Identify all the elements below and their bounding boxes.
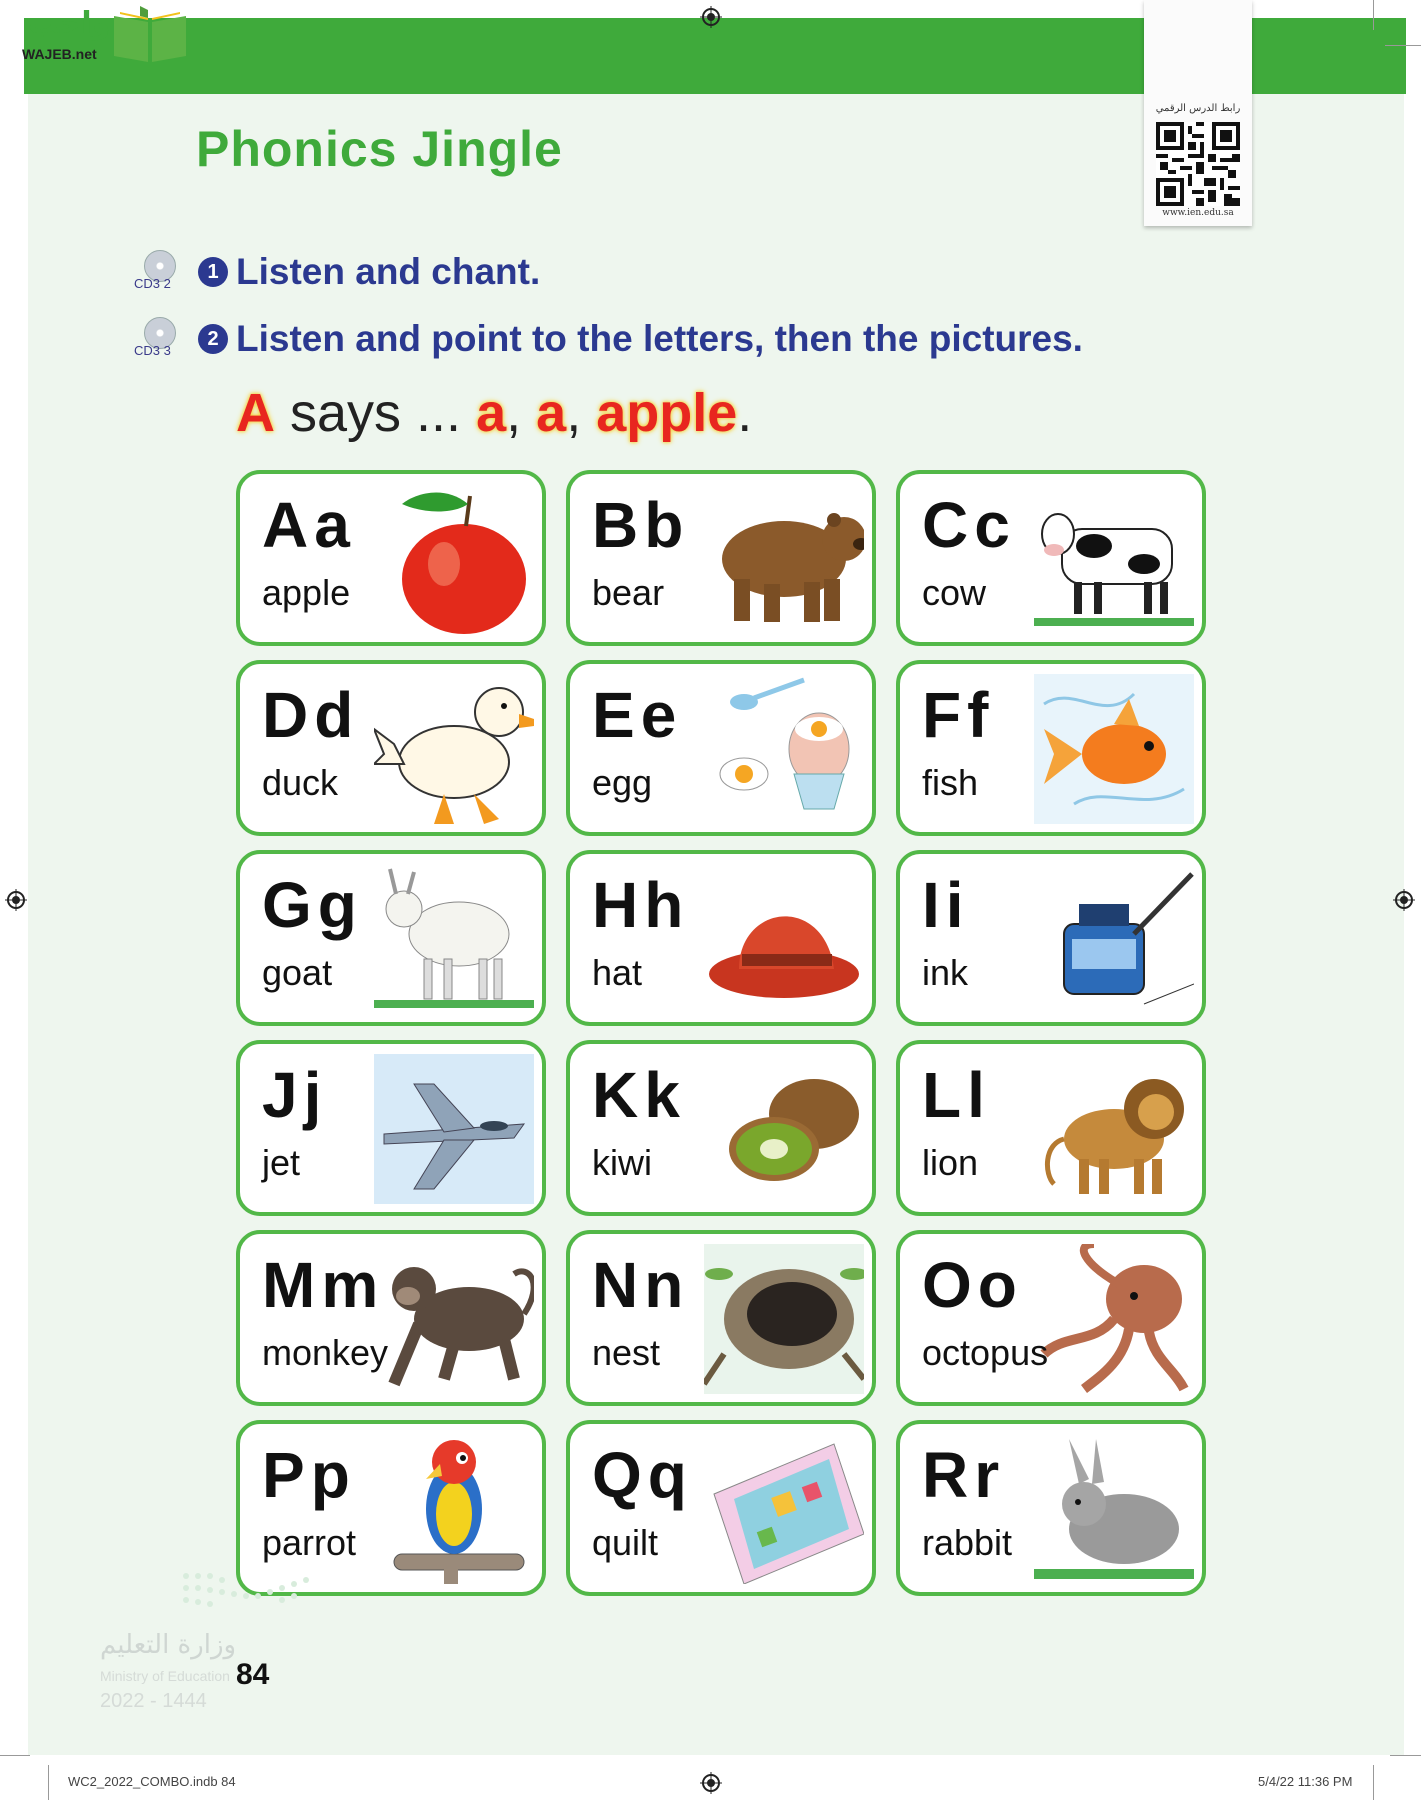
- chant-sound-2: a: [536, 383, 567, 443]
- cd-icon[interactable]: [134, 250, 186, 294]
- instruction-number: 2: [198, 324, 228, 354]
- rabbit-icon[interactable]: [1034, 1434, 1194, 1584]
- card-word: jet: [262, 1142, 301, 1183]
- card-word: parrot: [262, 1522, 357, 1563]
- egg-icon[interactable]: [704, 674, 864, 824]
- phonics-card-kiwi[interactable]: [566, 1040, 876, 1216]
- page-title: Phonics Jingle: [196, 121, 563, 177]
- chant-end: .: [737, 383, 753, 443]
- card-letters: Aa: [262, 489, 356, 561]
- phonics-card-rabbit[interactable]: [896, 1420, 1206, 1596]
- card-word: hat: [592, 952, 643, 993]
- card-word: cow: [922, 572, 987, 613]
- card-word: rabbit: [922, 1522, 1013, 1563]
- phonics-card-hat[interactable]: [566, 850, 876, 1026]
- card-letters: Pp: [262, 1439, 356, 1511]
- page-number: 84: [236, 1658, 270, 1691]
- trim-mark: [1385, 45, 1421, 46]
- card-letters: Dd: [262, 679, 360, 751]
- octopus-icon[interactable]: [1034, 1244, 1194, 1394]
- phonics-card-nest[interactable]: [566, 1230, 876, 1406]
- card-word: duck: [262, 762, 339, 803]
- card-word: nest: [592, 1332, 661, 1373]
- card-letters: Qq: [592, 1439, 693, 1511]
- phonics-card-grid: [236, 470, 1211, 1600]
- phonics-card-lion[interactable]: [896, 1040, 1206, 1216]
- registration-mark-icon: [700, 6, 722, 28]
- instruction-number: 1: [198, 257, 228, 287]
- ministry-english: Ministry of Education: [100, 1668, 230, 1684]
- card-word: bear: [592, 572, 665, 613]
- card-word: fish: [922, 762, 979, 803]
- phonics-card-apple[interactable]: [236, 470, 546, 646]
- cd-icon[interactable]: [134, 317, 186, 361]
- card-word: apple: [262, 572, 351, 613]
- qr-code-icon[interactable]: [1154, 122, 1242, 206]
- card-word: octopus: [922, 1332, 1049, 1373]
- book-icon: [110, 6, 190, 64]
- ministry-year: 2022 - 1444: [100, 1690, 207, 1712]
- phonics-card-monkey[interactable]: [236, 1230, 546, 1406]
- card-letters: Ff: [922, 679, 995, 751]
- instruction-text: Listen and point to the letters, then the pictures.: [236, 318, 1083, 359]
- card-letters: Cc: [922, 489, 1016, 561]
- monkey-icon[interactable]: [374, 1244, 534, 1394]
- chant-word: apple: [596, 383, 738, 443]
- card-word: ink: [922, 952, 969, 993]
- qr-caption-top: رابط الدرس الرقمي: [1155, 103, 1241, 114]
- instruction-2: [134, 317, 1083, 361]
- jet-icon[interactable]: [374, 1054, 534, 1204]
- card-letters: Jj: [262, 1059, 328, 1131]
- phonics-card-ink[interactable]: [896, 850, 1206, 1026]
- footer-file-info: WC2_2022_COMBO.indb 84: [68, 1774, 236, 1789]
- phonics-card-duck[interactable]: [236, 660, 546, 836]
- card-letters: Oo: [922, 1249, 1023, 1321]
- trim-mark: [1390, 1755, 1421, 1756]
- duck-icon[interactable]: [374, 674, 534, 824]
- phonics-card-cow[interactable]: [896, 470, 1206, 646]
- chant-sound-1: a: [476, 383, 507, 443]
- trim-mark: [0, 1755, 30, 1756]
- trim-mark: [48, 1765, 49, 1800]
- trim-mark: [1373, 1765, 1374, 1800]
- card-letters: Kk: [592, 1059, 686, 1131]
- chant-letter: A: [236, 383, 275, 443]
- qr-caption-bottom: www.ien.edu.sa: [1162, 208, 1234, 218]
- card-letters: Ll: [922, 1059, 991, 1131]
- registration-mark-icon: [5, 889, 27, 911]
- card-letters: Ii: [922, 869, 970, 941]
- phonics-card-goat[interactable]: [236, 850, 546, 1026]
- card-word: lion: [922, 1142, 979, 1183]
- card-letters: Ee: [592, 679, 683, 751]
- card-letters: Nn: [592, 1249, 690, 1321]
- instruction-1: [134, 250, 540, 294]
- phonics-card-quilt[interactable]: [566, 1420, 876, 1596]
- card-letters: Rr: [922, 1439, 1006, 1511]
- parrot-icon[interactable]: [374, 1434, 534, 1584]
- card-word: egg: [592, 762, 653, 803]
- hat-icon[interactable]: [704, 864, 864, 1014]
- apple-icon[interactable]: [374, 484, 534, 634]
- kiwi-icon[interactable]: [704, 1054, 864, 1204]
- phonics-card-octopus[interactable]: [896, 1230, 1206, 1406]
- card-letters: Gg: [262, 869, 363, 941]
- logo-english: WAJEB.net: [22, 46, 97, 62]
- nest-icon[interactable]: [704, 1244, 864, 1394]
- wajeb-logo[interactable]: [10, 6, 190, 64]
- phonics-card-fish[interactable]: [896, 660, 1206, 836]
- cd-track-label: CD3 2: [134, 276, 171, 291]
- card-letters: Bb: [592, 489, 690, 561]
- card-letters: Hh: [592, 869, 690, 941]
- instruction-text: Listen and chant.: [236, 251, 541, 292]
- bear-icon[interactable]: [704, 484, 864, 634]
- ink-icon[interactable]: [1034, 864, 1194, 1014]
- chant-says: says ...: [290, 383, 462, 443]
- chant-line: A says ... a, a, apple.: [236, 383, 753, 443]
- trim-mark: [1373, 0, 1374, 30]
- footer-date: 5/4/22 11:36 PM: [1258, 1774, 1353, 1789]
- card-word: quilt: [592, 1522, 659, 1563]
- ministry-arabic: وزارة التعليم: [100, 1630, 237, 1660]
- registration-mark-icon: [700, 1772, 722, 1794]
- card-word: kiwi: [592, 1142, 652, 1183]
- phonics-card-jet[interactable]: [236, 1040, 546, 1216]
- cow-icon[interactable]: [1034, 484, 1194, 634]
- card-word: monkey: [262, 1332, 389, 1373]
- goat-icon[interactable]: [374, 864, 534, 1014]
- quilt-icon[interactable]: [704, 1434, 864, 1584]
- card-letters: Mm: [262, 1249, 385, 1321]
- registration-mark-icon: [1393, 889, 1415, 911]
- logo-arabic: واجب: [28, 6, 111, 41]
- ministry-dots-icon: [176, 1566, 336, 1616]
- card-word: goat: [262, 952, 333, 993]
- phonics-card-bear[interactable]: [566, 470, 876, 646]
- fish-icon[interactable]: [1034, 674, 1194, 824]
- qr-card[interactable]: [1144, 0, 1252, 226]
- cd-track-label: CD3 3: [134, 343, 171, 358]
- phonics-card-egg[interactable]: [566, 660, 876, 836]
- lion-icon[interactable]: [1034, 1054, 1194, 1204]
